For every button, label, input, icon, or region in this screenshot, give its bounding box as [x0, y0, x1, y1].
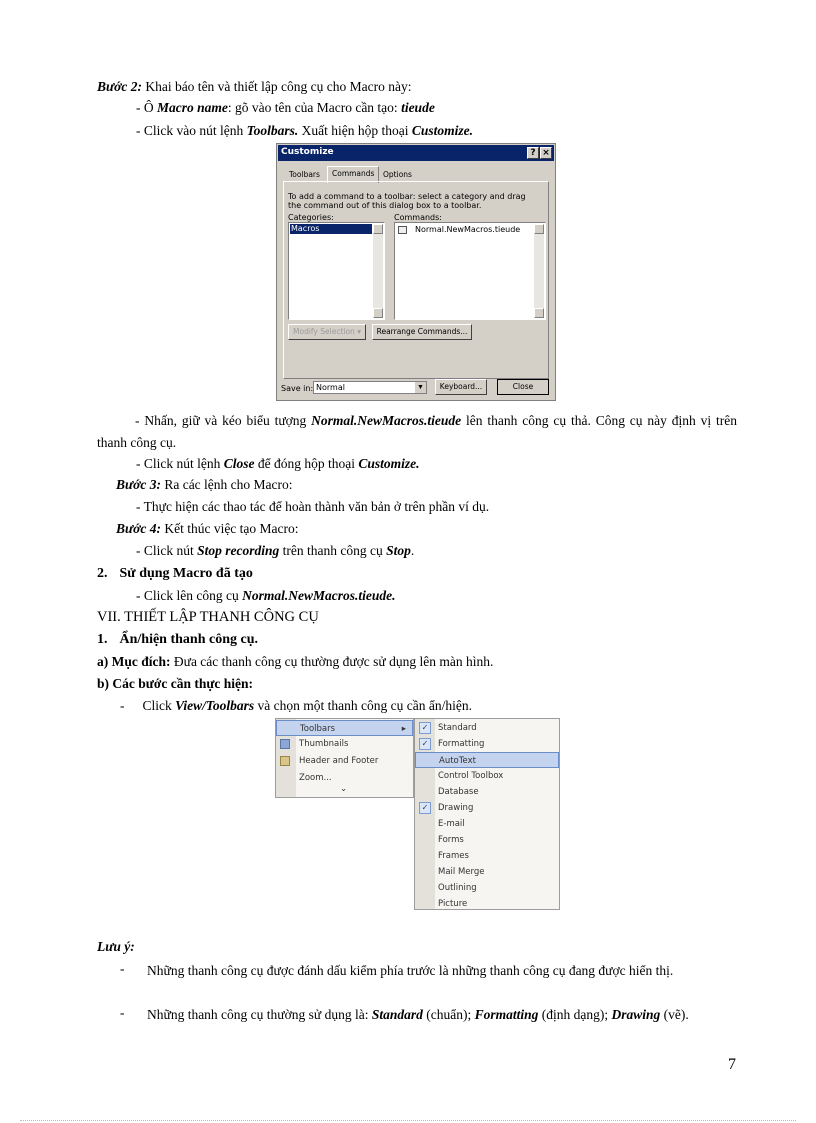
- emphasis: Toolbars.: [246, 123, 299, 138]
- submenu-item-label: Drawing: [438, 803, 474, 813]
- submenu-arrow-icon: ▸: [401, 724, 406, 734]
- emphasis: Formatting: [474, 1007, 539, 1022]
- dialog-instruction: To add a command to a toolbar: select a category and drag the command out of this dialog box to a toolbar.: [288, 192, 526, 210]
- emphasis: tieude: [401, 100, 435, 115]
- note-heading: Lưu ý:: [97, 939, 135, 954]
- tab-options[interactable]: Options: [383, 170, 412, 179]
- note2-text: [147, 1004, 737, 1025]
- text: - Nhấn, giữ và kéo biểu tượng: [135, 413, 312, 428]
- text: - Click nút lệnh: [136, 456, 224, 471]
- emphasis: Normal.NewMacros.tieude.: [242, 588, 396, 603]
- submenu-item-mail-merge[interactable]: [415, 864, 559, 880]
- purpose-label: a) Mục đích:: [97, 654, 171, 669]
- text: (chuẩn);: [422, 1007, 475, 1022]
- keyboard-button[interactable]: Keyboard...: [435, 379, 487, 395]
- emphasis: Customize.: [411, 123, 473, 138]
- submenu-item-picture[interactable]: [415, 896, 559, 912]
- macro-command-icon: [398, 226, 407, 234]
- text: trên thanh công cụ: [279, 543, 387, 558]
- modify-selection-button[interactable]: Modify Selection ▾: [288, 324, 366, 340]
- submenu-item-label: Picture: [438, 899, 468, 909]
- step2-line: [97, 78, 412, 95]
- submenu-item-standard[interactable]: [415, 720, 559, 736]
- submenu-item-database[interactable]: [415, 784, 559, 800]
- drag-paragraph: [97, 410, 737, 454]
- categories-list[interactable]: [288, 222, 385, 320]
- commands-list[interactable]: [394, 222, 546, 320]
- menu-expand-chevron[interactable]: [276, 782, 413, 796]
- emphasis: Standard: [371, 1007, 423, 1022]
- note1-dash: -: [120, 961, 125, 976]
- rearrange-commands-button[interactable]: Rearrange Commands...: [372, 324, 472, 340]
- emphasis: Stop recording: [197, 543, 280, 558]
- chevron-down-icon: ⌄: [340, 784, 348, 794]
- emphasis: Close: [223, 456, 255, 471]
- step4-label: Bước 4:: [116, 521, 161, 536]
- toolbars-submenu: [414, 718, 560, 910]
- tab-commands[interactable]: Commands: [327, 166, 379, 183]
- submenu-item-label: Outlining: [438, 883, 477, 893]
- save-in-value: Normal: [316, 383, 345, 392]
- command-item[interactable]: Normal.NewMacros.tieude: [415, 225, 521, 234]
- note2-dash: -: [120, 1005, 125, 1020]
- heading-number: 2.: [97, 566, 108, 581]
- save-in-label: Save in:: [281, 384, 314, 393]
- text: Xuất hiện hộp thoại: [298, 123, 412, 138]
- text: Click: [142, 698, 176, 713]
- step2-toolbars-line: [136, 122, 473, 139]
- steps-heading: b) Các bước cần thực hiện:: [97, 676, 254, 691]
- heading-number: 1.: [97, 632, 108, 647]
- emphasis: Macro name: [157, 100, 228, 115]
- page-number: 7: [728, 1056, 736, 1073]
- save-in-select[interactable]: [313, 381, 427, 394]
- step2-macro-name-line: [136, 99, 435, 116]
- close-x-button[interactable]: ×: [540, 147, 552, 159]
- close-line: [136, 455, 420, 472]
- submenu-item-label: AutoText: [439, 756, 476, 766]
- text: để đóng hộp thoại: [254, 456, 359, 471]
- menu-item-thumbnails[interactable]: [276, 736, 413, 752]
- menu-item-header-footer[interactable]: [276, 753, 413, 769]
- commands-scrollbar[interactable]: [534, 224, 544, 318]
- categories-label: Categories:: [288, 213, 334, 222]
- text: và chọn một thanh công cụ cần ẩn/hiện.: [254, 698, 472, 713]
- checkmark-icon: ✓: [419, 738, 431, 750]
- text: - Click nút: [136, 543, 198, 558]
- section-2-line: [136, 587, 395, 604]
- menu-item-label: Zoom...: [299, 773, 332, 783]
- commands-label: Commands:: [394, 213, 442, 222]
- step3-detail: - Thực hiện các thao tác để hoàn thành văn bản ở trên phần ví dụ.: [136, 499, 490, 514]
- emphasis: View/Toolbars: [175, 698, 255, 713]
- text: Đưa các thanh công cụ thường được sử dụng lên màn hình.: [170, 654, 494, 669]
- submenu-item-label: Standard: [438, 723, 477, 733]
- submenu-item-forms[interactable]: [415, 832, 559, 848]
- tab-toolbars[interactable]: Toolbars: [289, 170, 320, 179]
- step2-text: Khai báo tên và thiết lập công cụ cho Macro này:: [141, 79, 412, 94]
- checkmark-icon: ✓: [419, 802, 431, 814]
- view-menu: [275, 718, 414, 798]
- emphasis: Customize.: [358, 456, 420, 471]
- help-button[interactable]: ?: [527, 147, 539, 159]
- section-2-heading: [97, 565, 253, 582]
- dialog-title: Customize: [281, 147, 334, 157]
- step3-label: Bước 3:: [116, 477, 161, 492]
- dash: -: [120, 698, 125, 713]
- text: - Click vào nút lệnh: [136, 123, 247, 138]
- text: (định dạng);: [538, 1007, 612, 1022]
- text: lên thanh công cụ thả. Công cụ này định vị trên thanh công cụ.: [97, 413, 737, 450]
- menu-item-label: Header and Footer: [299, 756, 379, 766]
- thumbnails-icon: [280, 739, 290, 749]
- commands-panel: [283, 181, 549, 379]
- step2-label: Bước 2:: [97, 79, 142, 94]
- category-item-macros[interactable]: Macros: [290, 224, 372, 234]
- step4-line: [116, 520, 299, 537]
- header-footer-icon: [280, 756, 290, 766]
- text: - Ô: [136, 100, 157, 115]
- submenu-item-label: Mail Merge: [438, 867, 485, 877]
- text: : gõ vào tên của Macro cần tạo:: [227, 100, 402, 115]
- subsection-1-heading: [97, 631, 258, 648]
- text: Những thanh công cụ thường sử dụng là:: [147, 1007, 372, 1022]
- submenu-item-label: Database: [438, 787, 479, 797]
- submenu-item-formatting[interactable]: [415, 736, 559, 752]
- submenu-item-label: E-mail: [438, 819, 465, 829]
- step4-detail: [136, 542, 414, 559]
- text: Ra các lệnh cho Macro:: [160, 477, 293, 492]
- menu-item-label: Thumbnails: [299, 739, 349, 749]
- close-button[interactable]: Close: [497, 379, 549, 395]
- text: Kết thúc việc tạo Macro:: [160, 521, 299, 536]
- section-vii-heading: VII. THIẾT LẬP THANH CÔNG CỤ: [97, 609, 319, 625]
- text: - Click lên công cụ: [136, 588, 243, 603]
- submenu-item-label: Formatting: [438, 739, 485, 749]
- submenu-item-control-toolbox[interactable]: [415, 768, 559, 784]
- dialog-titlebar: [278, 145, 554, 161]
- text: (vẽ).: [660, 1007, 689, 1022]
- emphasis: Normal.NewMacros.tieude: [311, 413, 462, 428]
- submenu-item-label: Forms: [438, 835, 464, 845]
- submenu-item-frames[interactable]: [415, 848, 559, 864]
- purpose-line: [97, 653, 493, 670]
- submenu-item-e-mail[interactable]: [415, 816, 559, 832]
- step3-line: [116, 476, 293, 493]
- submenu-item-autotext[interactable]: [415, 752, 559, 768]
- heading-title: Ẩn/hiện thanh công cụ.: [119, 632, 258, 647]
- dropdown-arrow-icon[interactable]: ▼: [415, 382, 426, 393]
- menu-item-label: Toolbars: [300, 724, 336, 734]
- note1-text: Những thanh công cụ được đánh dấu kiểm phía trước là những thanh công cụ đang được hiển thị.: [147, 963, 674, 978]
- customize-dialog: [276, 143, 556, 401]
- emphasis: Stop: [386, 543, 411, 558]
- submenu-item-label: Frames: [438, 851, 469, 861]
- submenu-item-label: Control Toolbox: [438, 771, 504, 781]
- checkmark-icon: ✓: [419, 722, 431, 734]
- submenu-item-outlining[interactable]: [415, 880, 559, 896]
- steps-line: [120, 697, 472, 714]
- submenu-item-drawing[interactable]: [415, 800, 559, 816]
- page-bottom-divider: [20, 1120, 796, 1121]
- heading-title: Sử dụng Macro đã tạo: [119, 566, 253, 581]
- emphasis: Drawing: [611, 1007, 661, 1022]
- menu-item-toolbars[interactable]: [276, 720, 413, 736]
- categories-scrollbar[interactable]: [373, 224, 383, 318]
- text: .: [410, 543, 415, 558]
